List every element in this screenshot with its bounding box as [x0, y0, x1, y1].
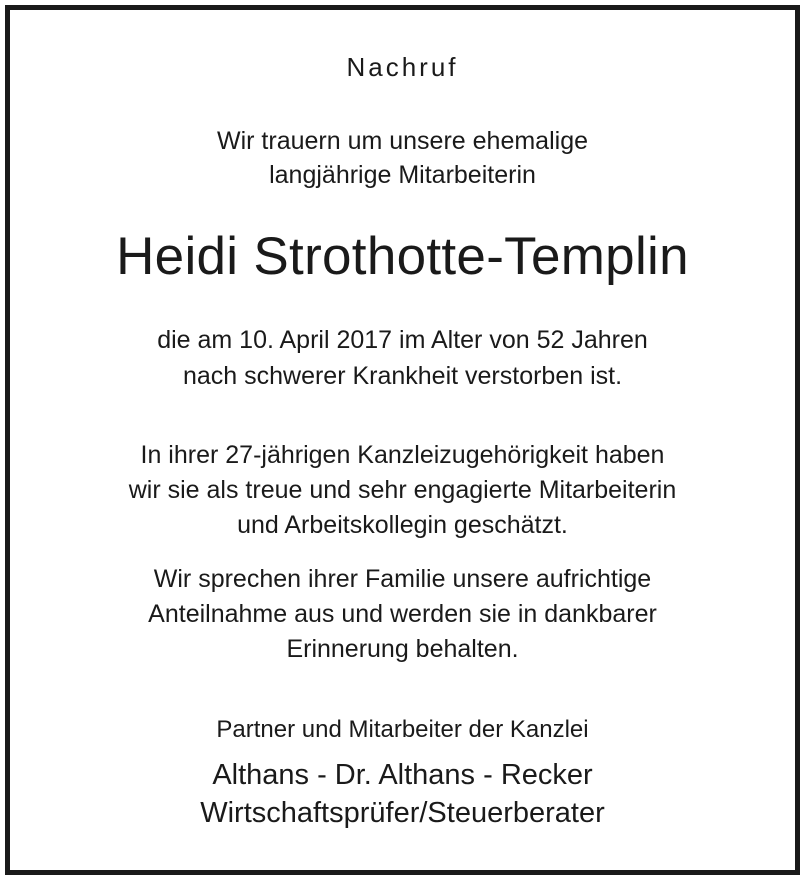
tenure-paragraph: [10, 438, 795, 543]
tenure-line-2: wir sie als treue und sehr engagierte Mitarbeiterin: [128, 476, 677, 504]
sympathy-line-3: Erinnerung behalten.: [286, 635, 519, 663]
intro-line-2: langjährige Mitarbeiterin: [269, 161, 536, 189]
signoff: [10, 713, 795, 747]
sympathy-paragraph: [10, 562, 795, 667]
deceased-name: [10, 225, 795, 289]
firm-signature: [10, 756, 795, 832]
death-notice-line-1: die am 10. April 2017 im Alter von 52 Jahren: [157, 326, 648, 354]
obituary-frame: [5, 5, 800, 875]
death-notice-line-2: nach schwerer Krankheit verstorben ist.: [182, 362, 623, 390]
heading-text: Nachruf: [346, 52, 459, 82]
deceased-name-text: Heidi Strothotte-Templin: [116, 227, 689, 286]
intro-text: [10, 124, 795, 192]
death-notice: [10, 322, 795, 394]
firm-name: Althans - Dr. Althans - Recker: [212, 759, 593, 791]
sympathy-line-2: Anteilnahme aus und werden sie in dankbarer: [148, 600, 657, 628]
tenure-line-3: und Arbeitskollegin geschätzt.: [237, 511, 568, 539]
tenure-line-1: In ihrer 27-jährigen Kanzleizugehörigkeit haben: [140, 441, 665, 469]
firm-profession: Wirtschaftsprüfer/Steuerberater: [200, 797, 605, 829]
signoff-text: Partner und Mitarbeiter der Kanzlei: [216, 716, 589, 743]
sympathy-line-1: Wir sprechen ihrer Familie unsere aufrichtige: [153, 565, 652, 593]
intro-line-1: Wir trauern um unsere ehemalige: [217, 127, 588, 155]
notice-heading: [10, 52, 795, 82]
